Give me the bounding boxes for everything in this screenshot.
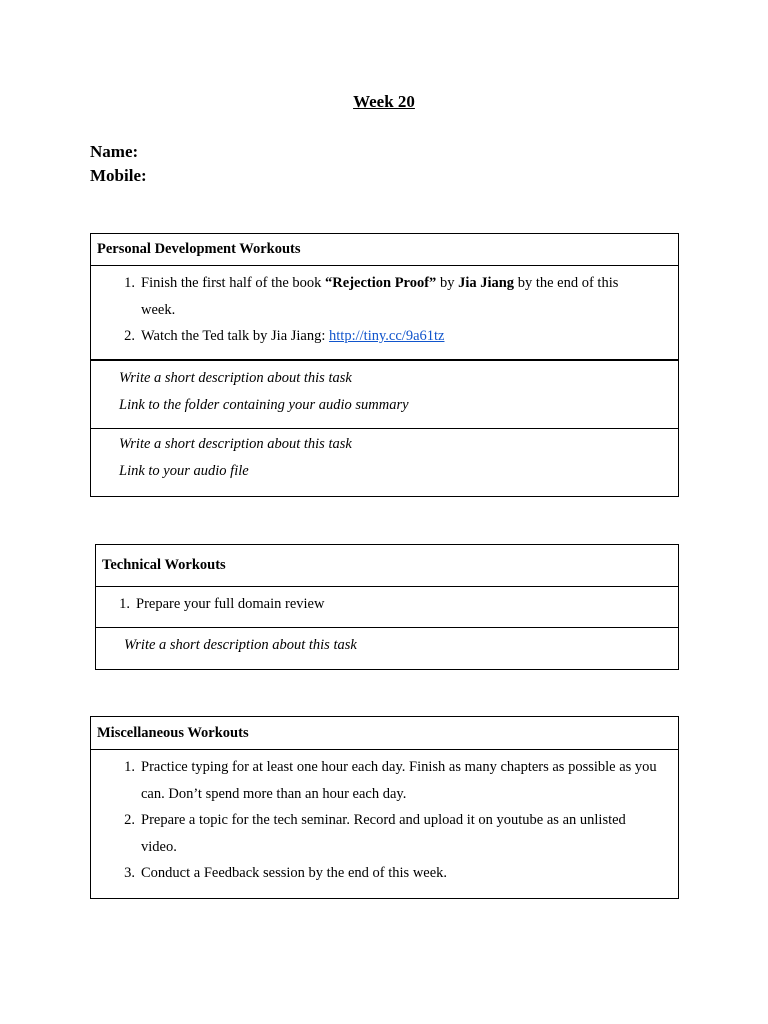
personal-task-list (91, 266, 678, 361)
book-title: “Rejection Proof” (325, 275, 437, 291)
description-prompt: Write a short description about this task (119, 436, 352, 452)
technical-table (95, 544, 679, 670)
audio-file-link-prompt: Link to your audio file (119, 462, 249, 479)
list-item: 2. Watch the Ted talk by Jia Jiang: http://tiny.cc/9a61tz (124, 328, 445, 344)
author-name: Jia Jiang (458, 275, 515, 291)
audio-folder-link-prompt: Link to the folder containing your audio summary (119, 396, 409, 413)
technical-task-block (96, 628, 678, 656)
personal-task-block-1 (91, 361, 678, 429)
personal-development-header: Personal Development Workouts (91, 234, 678, 266)
miscellaneous-header: Miscellaneous Workouts (91, 717, 678, 750)
miscellaneous-task-list (91, 750, 678, 887)
miscellaneous-table (90, 716, 679, 899)
description-prompt: Write a short description about this task (124, 637, 357, 653)
technical-header: Technical Workouts (96, 545, 678, 587)
ted-talk-link[interactable]: http://tiny.cc/9a61tz (329, 328, 445, 344)
list-item: 3. Conduct a Feedback session by the end of this week. (124, 865, 448, 881)
personal-development-table (90, 233, 679, 497)
technical-task-list (96, 587, 678, 628)
mobile-label: Mobile: (90, 166, 147, 185)
name-label: Name: (90, 142, 139, 161)
description-prompt: Write a short description about this task (119, 370, 352, 386)
list-item: 2. Prepare a topic for the tech seminar. Record and upload it on youtube as an unlisted video. (124, 812, 626, 855)
page-title: Week 20 (353, 92, 415, 111)
personal-task-block-2 (91, 429, 678, 496)
list-item: 1. Practice typing for at least one hour each day. Finish as many chapters as possible as you can. Don’t spend more than an hour each day. (124, 759, 657, 802)
list-item: 1. Finish the first half of the book “Rejection Proof” by Jia Jiang by the end of this week. (124, 275, 619, 318)
list-item: 1. Prepare your full domain review (119, 596, 325, 612)
